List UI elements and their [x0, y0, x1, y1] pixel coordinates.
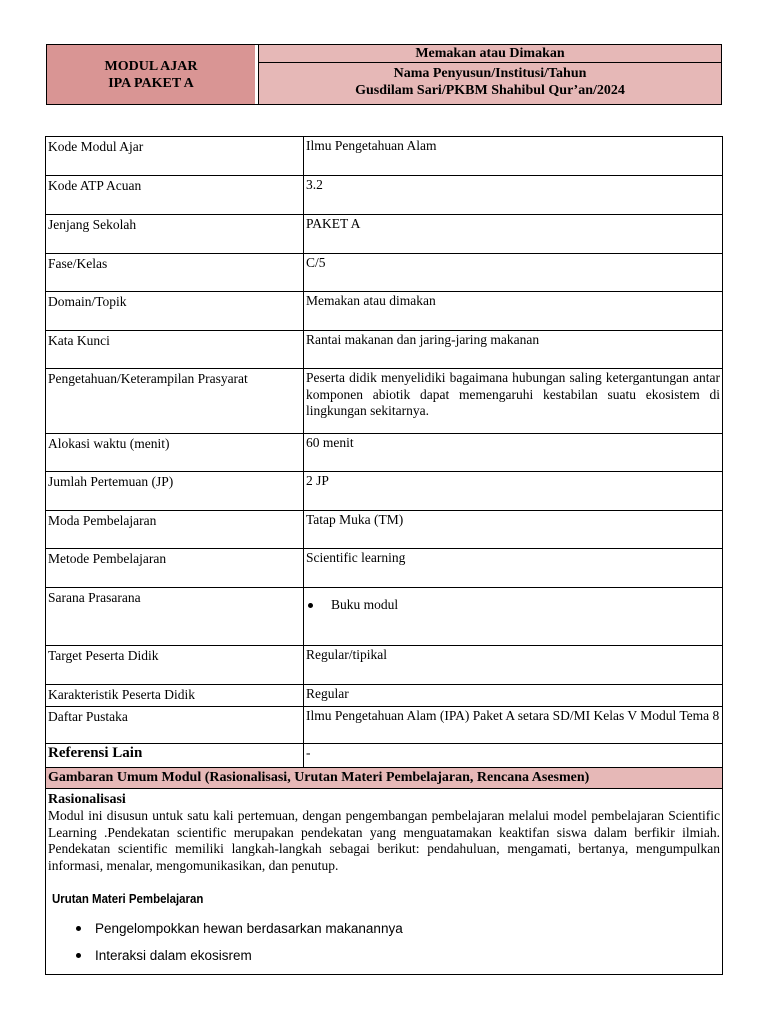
list-item — [306, 597, 720, 614]
row-label: Sarana Prasarana — [46, 588, 304, 645]
table-row — [46, 137, 722, 176]
row-value: Rantai makanan dan jaring-jaring makanan — [306, 332, 540, 347]
row-value: Tatap Muka (TM) — [306, 512, 404, 527]
row-value: Memakan atau dimakan — [306, 293, 436, 308]
row-label: Kode ATP Acuan — [46, 176, 304, 214]
author-label: Nama Penyusun/Institusi/Tahun — [393, 66, 587, 81]
row-label: Referensi Lain — [46, 744, 304, 767]
row-label: Kata Kunci — [46, 331, 304, 368]
row-value: Regular — [306, 686, 349, 701]
row-label: Kode Modul Ajar — [46, 137, 304, 175]
row-label: Target Peserta Didik — [46, 646, 304, 684]
list-item-text: Interaksi dalam ekosisrem — [95, 948, 252, 963]
row-label: Jumlah Pertemuan (JP) — [46, 472, 304, 510]
table-row — [46, 472, 722, 511]
table-row — [46, 549, 722, 588]
row-label: Metode Pembelajaran — [46, 549, 304, 587]
rationale-title: Rasionalisasi — [48, 792, 126, 807]
row-value: Regular/tipikal — [306, 647, 387, 662]
row-value: Scientific learning — [306, 550, 406, 565]
row-value: Peserta didik menyelidiki bagaimana hubungan saling ketergantungan antar komponen abiotik dapat memengaruhi kestabilan suatu ekosistem di lingkungan sekitarnya. — [306, 370, 720, 418]
module-info-cell — [255, 45, 721, 104]
row-label: Karakteristik Peserta Didik — [46, 685, 304, 706]
module-label-cell — [47, 45, 256, 104]
author-value: Gusdilam Sari/PKBM Shahibul Qur’an/2024 — [355, 83, 625, 98]
row-value: C/5 — [306, 255, 326, 270]
table-row — [46, 254, 722, 292]
row-label: Domain/Topik — [46, 292, 304, 330]
sequence-title: Urutan Materi Pembelajaran — [52, 891, 204, 906]
overview-section — [46, 768, 722, 974]
row-value: 3.2 — [306, 177, 323, 192]
table-row — [46, 434, 722, 472]
list-item-text: Pengelompokkan hewan berdasarkan makanannya — [95, 921, 403, 936]
row-value: 2 JP — [306, 473, 329, 488]
row-label: Fase/Kelas — [46, 254, 304, 291]
author-cell — [259, 63, 721, 104]
row-value: Ilmu Pengetahuan Alam — [306, 138, 437, 153]
row-value: - — [306, 745, 311, 760]
row-value-list — [304, 588, 722, 615]
table-row — [46, 369, 722, 434]
module-header-table — [46, 44, 722, 105]
row-value: Ilmu Pengetahuan Alam (IPA) Paket A setara SD/MI Kelas V Modul Tema 8 — [306, 708, 720, 723]
sequence-list — [48, 915, 720, 969]
module-label-line2: IPA PAKET A — [108, 75, 194, 91]
bullet-icon — [308, 603, 313, 608]
list-item-text: Buku modul — [331, 597, 399, 612]
table-row — [46, 707, 722, 744]
table-row — [46, 511, 722, 549]
row-value: 60 menit — [306, 435, 354, 450]
module-info-table — [45, 136, 723, 975]
overview-heading: Gambaran Umum Modul (Rasionalisasi, Urutan Materi Pembelajaran, Rencana Asesmen) — [46, 768, 722, 789]
module-title: Memakan atau Dimakan — [259, 45, 721, 63]
list-item — [48, 942, 720, 969]
table-row — [46, 685, 722, 707]
bullet-icon — [76, 953, 81, 958]
table-row — [46, 588, 722, 646]
overview-body — [46, 789, 722, 971]
table-row — [46, 215, 722, 254]
rationale-text: Modul ini disusun untuk satu kali pertemuan, dengan pengembangan pembelajaran melalui model pembelajaran Scientific Learning .Pendekatan scientific merupakan pendekatan yang menguatamakan keaktifan siswa dalam berfikir ilmiah. Pendekatan scientific memiliki langkah-langkah sebagai berikut: pendahuluan, mengamati, bertanya, mengumpulkan informasi, menalar, mengomunikasikan, dan penutup. — [48, 808, 720, 873]
table-row — [46, 331, 722, 369]
row-label: Pengetahuan/Keterampilan Prasyarat — [46, 369, 304, 433]
row-value: PAKET A — [306, 216, 361, 231]
row-label: Daftar Pustaka — [46, 707, 304, 743]
bullet-icon — [76, 926, 81, 931]
row-label: Jenjang Sekolah — [46, 215, 304, 253]
table-row — [46, 176, 722, 215]
table-row — [46, 292, 722, 331]
table-row — [46, 646, 722, 685]
list-item — [48, 915, 720, 942]
row-label: Moda Pembelajaran — [46, 511, 304, 548]
row-label: Alokasi waktu (menit) — [46, 434, 304, 471]
module-label-line1: MODUL AJAR — [104, 58, 198, 74]
table-row — [46, 744, 722, 768]
